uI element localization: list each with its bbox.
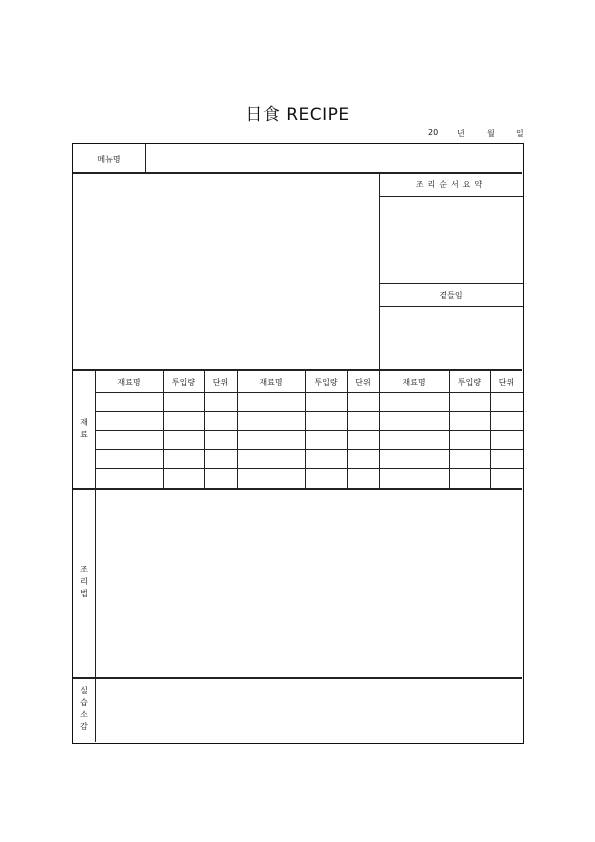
ingredients-header-name-2: 재료명 [259,378,283,387]
ingredient-cell[interactable] [205,469,236,487]
ingredient-cell[interactable] [306,469,346,487]
ingredient-cell[interactable] [306,450,346,467]
garnish-label: 곁들임 [439,291,463,300]
practice-review-field[interactable] [97,680,521,740]
ingredient-cell[interactable] [450,431,489,448]
ingredient-cell[interactable] [306,412,346,429]
menu-name-label: 메뉴명 [97,155,121,164]
ingredients-header-unit-1: 단위 [212,378,229,387]
ingredients-header-unit-2: 단위 [355,378,371,387]
ingredients-header-amount-1: 투입량 [171,378,196,387]
ingredient-cell[interactable] [164,431,203,448]
ingredient-cell[interactable] [306,431,346,448]
ingredients-section-label: 재 료 [80,418,88,439]
cooking-summary-field[interactable] [381,198,521,282]
ingredient-cell[interactable] [380,393,448,410]
recipe-form [72,143,524,744]
ingredient-cell[interactable] [348,393,378,410]
ingredient-cell[interactable] [348,412,378,429]
cooking-method-label: 조 리 법 [80,565,88,598]
ingredient-cell[interactable] [306,393,346,410]
ingredients-header-unit-3: 단위 [498,378,515,387]
ingredients-header-name-1: 재료명 [117,378,141,387]
ingredient-cell[interactable] [348,450,378,467]
ingredients-header-amount-3: 투입량 [457,378,482,387]
ingredient-cell[interactable] [380,431,448,448]
date-year-prefix: 20 [428,128,439,137]
ingredient-cell[interactable] [491,450,522,467]
ingredient-cell[interactable] [164,450,203,467]
ingredient-cell[interactable] [238,450,304,467]
ingredient-cell[interactable] [96,450,162,467]
ingredient-cell[interactable] [164,393,203,410]
garnish-field[interactable] [381,308,521,368]
ingredient-cell[interactable] [450,412,489,429]
cooking-method-field[interactable] [97,491,521,675]
ingredient-cell[interactable] [450,450,489,467]
date-day-label: 일 [516,129,524,138]
ingredient-cell[interactable] [238,469,304,487]
ingredient-cell[interactable] [491,469,522,487]
date-line [420,128,524,140]
ingredient-cell[interactable] [96,393,162,410]
ingredient-cell[interactable] [96,431,162,448]
ingredient-cell[interactable] [205,393,236,410]
ingredient-cell[interactable] [238,431,304,448]
ingredient-cell[interactable] [348,469,378,487]
ingredient-cell[interactable] [380,450,448,467]
date-year-label: 년 [457,129,465,138]
ingredient-cell[interactable] [450,393,489,410]
ingredient-cell[interactable] [491,431,522,448]
ingredient-cell[interactable] [348,431,378,448]
cooking-summary-label: 조리순서요약 [415,180,487,189]
ingredient-cell[interactable] [491,393,522,410]
ingredient-cell[interactable] [491,412,522,429]
ingredient-cell[interactable] [450,469,489,487]
practice-review-label: 실 습 소 감 [80,686,88,731]
ingredient-cell[interactable] [164,469,203,487]
ingredient-cell[interactable] [238,393,304,410]
dish-photo-area[interactable] [75,175,377,369]
ingredient-cell[interactable] [205,412,236,429]
ingredient-cell[interactable] [380,469,448,487]
ingredient-cell[interactable] [164,412,203,429]
ingredient-cell[interactable] [205,431,236,448]
ingredient-cell[interactable] [238,412,304,429]
ingredients-header-amount-2: 투입량 [314,378,338,387]
menu-name-field[interactable] [147,146,519,170]
ingredient-cell[interactable] [205,450,236,467]
ingredient-cell[interactable] [380,412,448,429]
ingredient-cell[interactable] [96,412,162,429]
page-title: 日食 RECIPE [245,105,350,125]
date-month-label: 월 [487,129,495,138]
ingredient-cell[interactable] [96,469,162,487]
ingredients-header-name-3: 재료명 [402,378,426,387]
